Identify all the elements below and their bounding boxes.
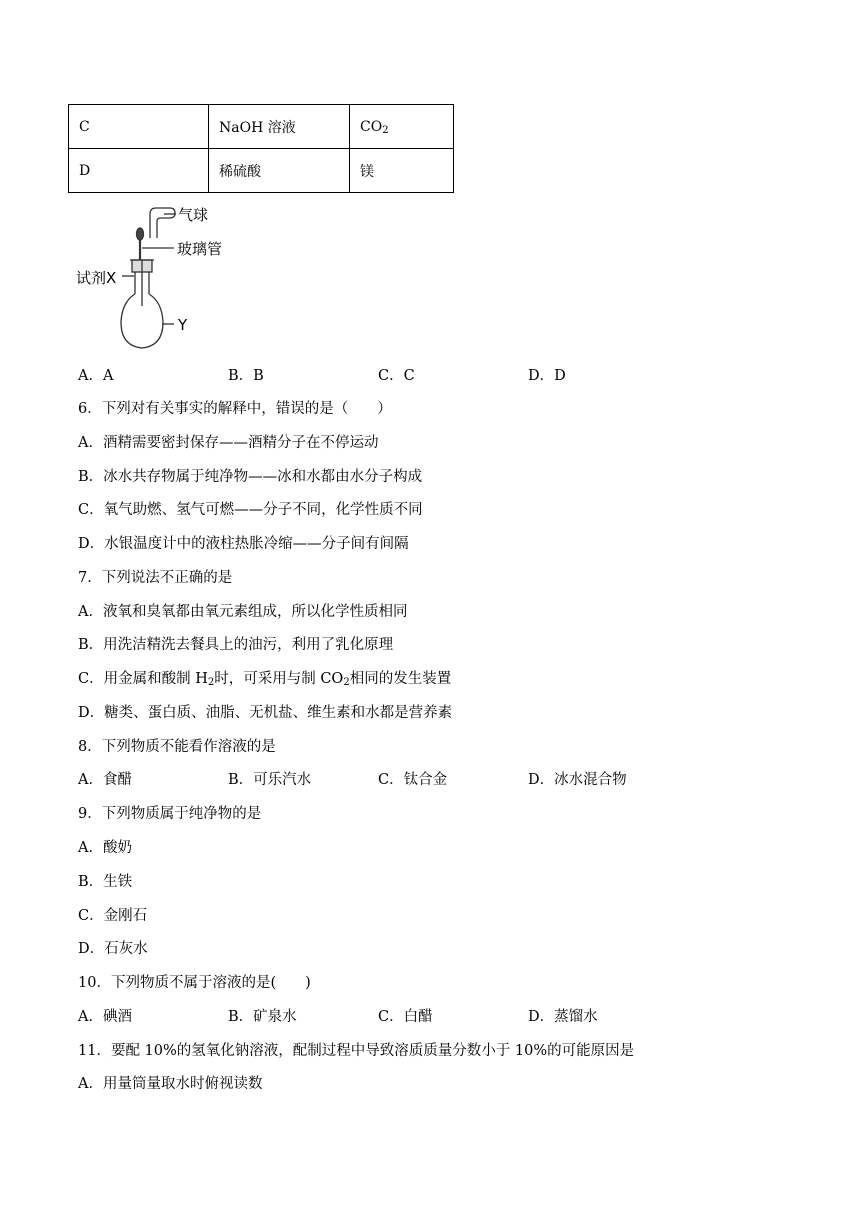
question-10-option-b: B．矿泉水: [228, 1009, 297, 1025]
tube-bulb: [137, 228, 144, 240]
question-8-option-a: A．食醋: [78, 772, 132, 788]
table-cell: 稀硫酸: [209, 149, 350, 193]
question-6-option-d: D．水银温度计中的液柱热胀冷缩——分子间有间隔: [78, 536, 409, 552]
reagent-label: 试剂X: [76, 269, 117, 287]
question-10-option-c: C．白醋: [378, 1009, 433, 1025]
question-11-stem: 11．要配 10%的氢氧化钠溶液，配制过程中导致溶质质量分数小于 10%的可能原因是: [78, 1043, 635, 1059]
question-9-option-c: C．金刚石: [78, 908, 148, 924]
reagent-table: [68, 104, 454, 193]
option-a: A．A: [78, 368, 114, 384]
table-cell: D: [69, 149, 209, 193]
subscript: 2: [382, 124, 389, 136]
table-cell: C: [69, 105, 209, 149]
question-11-option-a: A．用量筒量取水时俯视读数: [78, 1076, 263, 1092]
text-part: 时，可采用与制 CO: [214, 671, 344, 687]
question-8-stem: 8．下列物质不能看作溶液的是: [78, 739, 276, 755]
balloon-shape: [150, 208, 175, 238]
question-10-option-d: D．蒸馏水: [528, 1009, 598, 1025]
question-10-option-a: A．碘酒: [78, 1009, 132, 1025]
tube-label: 玻璃管: [177, 240, 223, 258]
question-7-option-b: B．用洗洁精洗去餐具上的油污，利用了乳化原理: [78, 637, 394, 653]
question-7-option-c: [78, 667, 451, 688]
question-8-option-b: B．可乐汽水: [228, 772, 312, 788]
balloon-label: 气球: [178, 206, 209, 224]
text-part: C．用金属和酸制 H: [78, 671, 208, 687]
question-9-option-d: D．石灰水: [78, 941, 148, 957]
question-6-option-a: A．酒精需要密封保存——酒精分子在不停运动: [78, 435, 379, 451]
subscript: 2: [343, 677, 350, 688]
question-8-option-c: C．钛合金: [378, 772, 448, 788]
table-row: [69, 105, 454, 149]
option-b: B．B: [228, 368, 264, 384]
question-9-option-a: A．酸奶: [78, 840, 132, 856]
flask-apparatus-figure: [74, 198, 234, 358]
question-6-stem: 6．下列对有关事实的解释中，错误的是（ ）: [78, 401, 392, 417]
question-9-stem: 9．下列物质属于纯净物的是: [78, 806, 262, 822]
question-6-option-b: B．冰水共存物属于纯净物——冰和水都由水分子构成: [78, 469, 423, 485]
question-7-option-d: D．糖类、蛋白质、油脂、无机盐、维生素和水都是营养素: [78, 705, 453, 721]
option-d: D．D: [528, 368, 566, 384]
flask-label: Y: [178, 316, 188, 334]
question-8-option-d: D．冰水混合物: [528, 772, 627, 788]
option-c: C．C: [378, 368, 415, 384]
text-part: 相同的发生装置: [349, 671, 452, 687]
table-cell: NaOH 溶液: [209, 105, 350, 149]
table-cell: [350, 149, 454, 193]
formula-text: 镁: [360, 163, 374, 180]
table-cell: [350, 105, 454, 149]
question-10-stem: 10．下列物质不属于溶液的是( ): [78, 975, 311, 991]
question-9-option-b: B．生铁: [78, 874, 133, 890]
question-6-option-c: C．氧气助燃、氢气可燃——分子不同，化学性质不同: [78, 502, 423, 518]
subscript: 2: [207, 677, 215, 688]
table-row: [69, 149, 454, 193]
question-7-option-a: A．液氧和臭氧都由氧元素组成，所以化学性质相同: [78, 604, 408, 620]
question-7-stem: 7．下列说法不正确的是: [78, 570, 233, 586]
formula-text: CO: [360, 118, 383, 135]
